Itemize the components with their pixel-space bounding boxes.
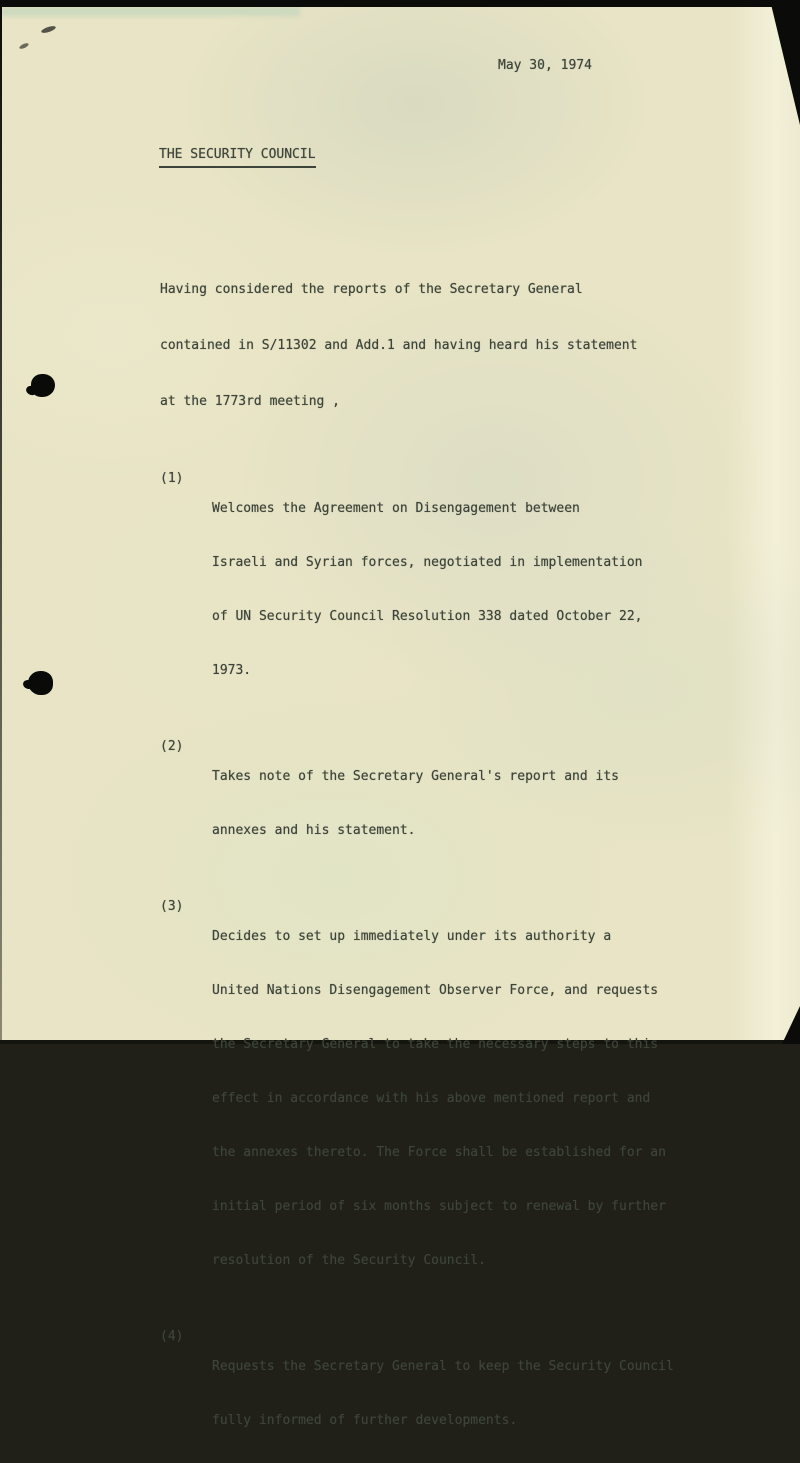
item-text: [212, 467, 642, 713]
resolution-item-4: [160, 1325, 680, 1463]
item-number: (4): [160, 1329, 184, 1344]
scan-edge-top: [0, 0, 800, 7]
document-heading: THE SECURITY COUNCIL: [159, 146, 316, 168]
item-line: 1973.: [212, 663, 252, 678]
item-number: (3): [160, 899, 184, 914]
scan-shadow-top-right: [770, 0, 800, 125]
scan-tint-band: [0, 7, 300, 16]
item-line: Decides to set up immediately under its authority a: [212, 929, 612, 944]
item-line: Requests the Secretary General to keep the Security Council: [212, 1359, 674, 1374]
scan-edge-left: [0, 0, 2, 1044]
item-line: United Nations Disengagement Observer Force, and requests: [212, 983, 659, 998]
resolution-item-2: [160, 735, 680, 873]
preamble: [160, 247, 680, 445]
item-line: resolution of the Security Council.: [212, 1253, 486, 1268]
item-line: Welcomes the Agreement on Disengagement between: [212, 501, 580, 516]
item-text: [212, 1325, 674, 1463]
pen-mark-top-left-1: [41, 25, 57, 34]
preamble-line: at the 1773rd meeting ,: [160, 394, 341, 409]
pen-mark-top-left-2: [19, 42, 30, 50]
item-line: the Secretary General to take the necessary steps to this: [212, 1037, 659, 1052]
item-text: [212, 735, 619, 873]
item-line: effect in accordance with his above mentioned report and: [212, 1091, 651, 1106]
item-text: [212, 895, 666, 1303]
scan-shadow-bottom-right: [782, 1006, 800, 1044]
preamble-line: Having considered the reports of the Secretary General: [160, 282, 583, 297]
item-number: (1): [160, 471, 184, 486]
document-date: May 30, 1974: [498, 58, 592, 73]
preamble-line: contained in S/11302 and Add.1 and having heard his statement: [160, 338, 638, 353]
resolution-item-1: [160, 467, 680, 713]
item-line: Takes note of the Secretary General's report and its: [212, 769, 619, 784]
resolution-item-3: [160, 895, 680, 1303]
item-line: annexes and his statement.: [212, 823, 416, 838]
item-line: the annexes thereto. The Force shall be established for an: [212, 1145, 666, 1160]
item-line: fully informed of further developments.: [212, 1413, 518, 1428]
item-line: of UN Security Council Resolution 338 dated October 22,: [212, 609, 643, 624]
item-line: initial period of six months subject to renewal by further: [212, 1199, 666, 1214]
item-number: (2): [160, 739, 184, 754]
document-body: [160, 247, 680, 1463]
item-line: Israeli and Syrian forces, negotiated in implementation: [212, 555, 643, 570]
